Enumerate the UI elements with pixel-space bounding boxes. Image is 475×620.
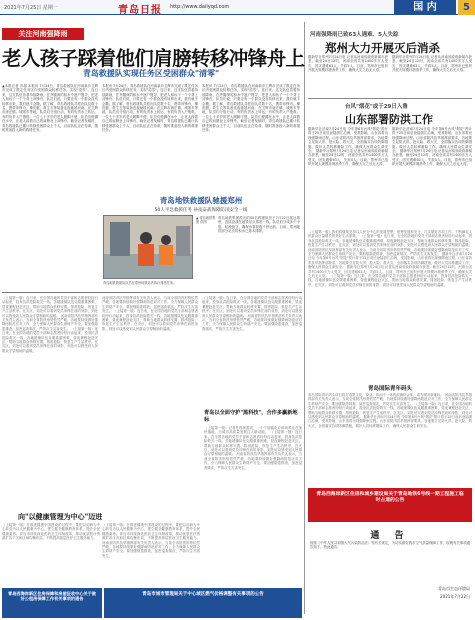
photo-story-headline[interactable]: 青岛地铁救援队驰援郑州 <box>159 196 243 205</box>
notice-signer: 青岛市生态环境局 <box>438 586 470 591</box>
right-side-headline[interactable]: 青岛国际青年码头 <box>367 386 412 392</box>
article-body-col1 <box>2 84 98 280</box>
right-mid-kicker: 台风"烟花"或于29日入鲁 <box>345 104 408 110</box>
column-article-text: （上接第一版）在推进健康中国建设的过程中，要把以治病为中心转变为以人民健康为中心，建立健全健康教育体系，提升全民健康素养。青岛市持续深化医药卫生体制改革，推动优质医疗资源扩容下沉和区域均衡布局，不断提高基层医疗卫生服务能力。 <box>2 523 100 541</box>
photo-story-subhead: 50人平急救援任务 昼夜奋战保障防汛安全一线 <box>154 208 248 213</box>
article-body-col3 <box>202 84 300 190</box>
rescue-photo <box>103 215 193 279</box>
issue-date: 2021年7月25日 星期一 <box>4 5 58 11</box>
topic-tag: 关注河南强降雨 <box>2 28 84 40</box>
article-text: 本报讯 7月24日，青岛救援队在河南新乡卫辉市完成了既定任务区内受困群众转移任务，实现"清零"。连日来，这支队伍冒着持续降雨，在齐腰深的积水中逐户搜寻，把老人和孩子一个个背上冲锋舟。队员们说，只要还有一个群众没有转移出来，我们就不会撤。据了解，青岛救援队共派出队员数十名，携带冲锋舟、橡皮艇、救生衣等装备连夜驰援河南。在卫辉市唐庄镇、城郊乡等地，队员们分组行动，有的负责水上转运，有的负责入户搜救。一位七十多岁的老人腿脚不便，队员们便蹲在水中，让老人踩着自己的肩膀登上冲锋舟。截至记者发稿时，青岛救援队已累计转移受困群众上千人，目前队伍正在待命，随时准备投入新的救援任务。 <box>202 84 300 133</box>
section-divider <box>2 292 302 293</box>
right-mid-text-col1: 据新华社济南7月24日电 今年第6号台风"烟花"预计将于25日前后登陆浙江沿海，受其影响，山东省将出现强降雨过程。山东省防汛抗旱指挥部要求，各地要立足防大汛、抢大险、救大灾，全面落实各项防御措施，做好人员转移避险工作，确保人民群众生命安全。 据新华社郑州7月24日电 记者从河南省政府新闻办获悉，截至24日12时，河南全省共有1400多万人受灾，因灾遇难63人，失踪5人。目前，郑州市已组织开展大规模环境消杀工作，确保大灾之后无大疫。 <box>308 127 388 167</box>
main-subheadline: 青岛救援队实现任务区受困群众"清零" <box>82 69 220 78</box>
right-continued-text: （上接第一版）我们将继续坚持以人民为中心的发展思想，统筹发展和安全，扎实做好各项工作，不断满足人民群众日益增长的美好生活需要。 （上接第一版）连日来，在全国各地的党员干部和志愿者纷纷行动起来，投身抗洪抢险救灾一线。各地援豫队伍克服重重困难，昼夜兼程赶赴灾区，帮助当地群众转移安置、排涝抢险、恢复生产生活秩序。在灾区，到处可以看到党员冲锋在前的身影，到处可以感受到人民群众守望相助的温暖。 河南省防汛抗旱指挥部有关负责人表示，当前全省防汛形势依然严峻，各地要持续做好强降雨防范应对工作，全力保障人民群众生命财产安全。要加强隐患排查，加密巡查频次，严防次生灾害发生。 据新华社济南7月24日电 今年第6号台风"烟花"预计将于25日前后登陆浙江沿海，受其影响，山东省将出现强降雨过程。山东省防汛抗旱指挥部要求，各地要立足防大汛、抢大险、救大灾，全面落实各项防御措施，做好人员转移避险工作，确保人民群众生命安全。 据新华社郑州7月24日电 记者从河南省政府新闻办获悉，截至24日12时，河南全省共有1400多万人受灾，因灾遇难63人，失踪5人。目前，郑州市已组织开展大规模环境消杀工作，确保大灾之后无大疫。 （上接第一版）连日来，在全国各地的党员干部和志愿者纷纷行动起来，投身抗洪抢险救灾一线。各地援豫队伍克服重重困难，昼夜兼程赶赴灾区，帮助当地群众转移安置、排涝抢险、恢复生产生活秩序。在灾区，到处可以看到党员冲锋在前的身影，到处可以感受到人民群众守望相助的温暖。 <box>308 230 472 287</box>
ad-banner-middle[interactable]: 青岛市城市管理局关于中心城区燃气价格调整有关事项的公告 <box>104 588 302 618</box>
main-headline[interactable]: 老人孩子踩着他们肩膀转移冲锋舟上 <box>2 47 305 70</box>
right-top-headline[interactable]: 郑州大力开展灭后消杀 <box>325 41 440 55</box>
photo-caption-bottom: 青岛地铁救援队队员在郑州地铁站内执行排涝任务。 <box>103 281 177 285</box>
ad-banner-right[interactable]: 青岛西海岸新区住房和城乡建设局关于青岛地铁6号线一期工程施工临时占道的公告 <box>308 488 472 522</box>
notice-date: 2021年7月22日 <box>440 594 470 599</box>
right-top-text-col2: 据新华社郑州7月24日电 记者从河南省政府新闻办获悉，截至24日12时，河南全省共有1400多万人受灾，因灾遇难63人，失踪5人。目前，郑州市已组织开展大规模环境消杀工作，确保大灾之后无大疫。 <box>392 55 472 73</box>
right-top-text-col1: 据新华社郑州7月24日电 记者从河南省政府新闻办获悉，截至24日12时，河南全省共有1400多万人受灾，因灾遇难63人，失踪5人。目前，郑州市已组织开展大规模环境消杀工作，确保大灾之后无大疫。 <box>308 55 388 73</box>
secondary-article-text: （上接第一版）记者在现场看到，一个个智能化应用场景正在加快落地，为城市高质量发展注入新动能。 （上接第一版）连日来，在全国各地的党员干部和志愿者纷纷行动起来，投身抗洪抢险救灾一线。各地援豫队伍克服重重困难，昼夜兼程赶赴灾区，帮助当地群众转移安置、排涝抢险、恢复生产生活秩序。在灾区，到处可以看到党员冲锋在前的身影，到处可以感受到人民群众守望相助的温暖。 河南省防汛抗旱指挥部有关负责人表示，当前全省防汛形势依然严峻，各地要持续做好强降雨防范应对工作，全力保障人民群众生命财产安全。要加强隐患排查，加密巡查频次，严防次生灾害发生。 <box>204 426 302 470</box>
lower-article-col3: （上接第一版）连日来，在全国各地的党员干部和志愿者纷纷行动起来，投身抗洪抢险救灾一线。各地援豫队伍克服重重困难，昼夜兼程赶赴灾区，帮助当地群众转移安置、排涝抢险、恢复生产生活秩序。在灾区，到处可以看到党员冲锋在前的身影，到处可以感受到人民群众守望相助的温暖。 河南省防汛抗旱指挥部有关负责人表示，当前全省防汛形势依然严峻，各地要持续做好强降雨防范应对工作，全力保障人民群众生命财产安全。要加强隐患排查，加密巡查频次，严防次生灾害发生。 <box>202 296 302 331</box>
article-body-col2 <box>102 84 198 190</box>
right-mid-text-col2: 据新华社济南7月24日电 今年第6号台风"烟花"预计将于25日前后登陆浙江沿海，受其影响，山东省将出现强降雨过程。山东省防汛抗旱指挥部要求，各地要立足防大汛、抢大险、救大灾，全面落实各项防御措施，做好人员转移避险工作，确保人民群众生命安全。 据新华社郑州7月24日电 记者从河南省政府新闻办获悉，截至24日12时，河南全省共有1400多万人受灾，因灾遇难63人，失踪5人。目前，郑州市已组织开展大规模环境消杀工作，确保大灾之后无大疫。 <box>392 127 472 167</box>
ad-banner-left[interactable]: 青岛西海岸新区住房保障和房屋征收中心关于做好公租房保障工作有关事项的通告 <box>2 588 102 618</box>
section-label: 国 内 <box>394 0 456 15</box>
website-url[interactable]: http://www.dailyqd.com <box>170 4 230 10</box>
article-text: 本报讯 7月24日，青岛救援队在河南新乡卫辉市完成了既定任务区内受困群众转移任务，实现"清零"。连日来，这支队伍冒着持续降雨，在齐腰深的积水中逐户搜寻，把老人和孩子一个个背上冲锋舟。队员们说，只要还有一个群众没有转移出来，我们就不会撤。据了解，青岛救援队共派出队员数十名，携带冲锋舟、橡皮艇、救生衣等装备连夜驰援河南。在卫辉市唐庄镇、城郊乡等地，队员们分组行动，有的负责水上转运，有的负责入户搜救。一位七十多岁的老人腿脚不便，队员们便蹲在水中，让老人踩着自己的肩膀登上冲锋舟。截至记者发稿时，青岛救援队已累计转移受困群众上千人，目前队伍正在待命，随时准备投入新的救援任务。 <box>2 84 98 133</box>
column-divider <box>304 22 305 614</box>
headline-secondary[interactable]: 青岛以全面守护"黑科技"，合作多赢新地标 <box>204 410 298 423</box>
column-article-text-2: （上接第一版）在推进健康中国建设的过程中，要把以治病为中心转变为以人民健康为中心，建立健全健康教育体系，提升全民健康素养。青岛市持续深化医药卫生体制改革，推动优质医疗资源扩容下沉和区域均衡布局，不断提高基层医疗卫生服务能力。 河南省防汛抗旱指挥部有关负责人表示，当前全省防汛形势依然严峻，各地要持续做好强降雨防范应对工作，全力保障人民群众生命财产安全。要加强隐患排查，加密巡查频次，严防次生灾害发生。 <box>102 523 200 558</box>
newspaper-logo: 青岛日报 <box>118 5 162 16</box>
lower-article-col2: 河南省防汛抗旱指挥部有关负责人表示，当前全省防汛形势依然严峻，各地要持续做好强降雨防范应对工作，全力保障人民群众生命财产安全。要加强隐患排查，加密巡查频次，严防次生灾害发生。 （上接第一版）连日来，在全国各地的党员干部和志愿者纷纷行动起来，投身抗洪抢险救灾一线。各地援豫队伍克服重重困难，昼夜兼程赶赴灾区，帮助当地群众转移安置、排涝抢险、恢复生产生活秩序。在灾区，到处可以看到党员冲锋在前的身影，到处可以感受到人民群众守望相助的温暖。 <box>102 296 198 331</box>
notice-title: 通 告 <box>370 531 410 541</box>
masthead <box>0 0 475 15</box>
notice-body: 按照《中华人民共和国大气污染防治法》等有关规定，为切实做好我市空气质量保障工作，现就有关事项通告如下。特此通告。 <box>310 541 470 550</box>
right-divider <box>308 98 472 99</box>
photo-caption: ▲ 青岛地铁集团 供图 <box>196 216 216 224</box>
right-side-text: 青岛国际青年码头项目将打造集文化、商业、休闲于一体的滨海综合体，成为城市新地标。 河南省防汛抗旱指挥部有关负责人表示，当前全省防汛形势依然严峻，各地要持续做好强降雨防范应对工作，全力保障人民群众生命财产安全。要加强隐患排查，加密巡查频次，严防次生灾害发生。 （上接第一版）连日来，在全国各地的党员干部和志愿者纷纷行动起来，投身抗洪抢险救灾一线。各地援豫队伍克服重重困难，昼夜兼程赶赴灾区，帮助当地群众转移安置、排涝抢险、恢复生产生活秩序。在灾区，到处可以看到党员冲锋在前的身影，到处可以感受到人民群众守望相助的温暖。 据新华社济南7月24日电 今年第6号台风"烟花"预计将于25日前后登陆浙江沿海，受其影响，山东省将出现强降雨过程。山东省防汛抗旱指挥部要求，各地要立足防大汛、抢大险、救大灾，全面落实各项防御措施，做好人员转移避险工作，确保人民群众生命安全。 <box>308 393 472 428</box>
photo-story-text: 青岛地铁集团派出的50名救援队员于7月22日抵达郑州，连续奋战在地铁站点排涝一线。队员们分成多个小组，轮流值守，确保水泵昼夜不停运转。目前，郑州地铁部分站点的积水已基本排除。 <box>218 216 300 234</box>
byline: ▲本报记者 冯超 <box>2 84 27 88</box>
article-text: 本报讯 7月24日，青岛救援队在河南新乡卫辉市完成了既定任务区内受困群众转移任务，实现"清零"。连日来，这支队伍冒着持续降雨，在齐腰深的积水中逐户搜寻，把老人和孩子一个个背上冲锋舟。队员们说，只要还有一个群众没有转移出来，我们就不会撤。据了解，青岛救援队共派出队员数十名，携带冲锋舟、橡皮艇、救生衣等装备连夜驰援河南。在卫辉市唐庄镇、城郊乡等地，队员们分组行动，有的负责水上转运，有的负责入户搜救。一位七十多岁的老人腿脚不便，队员们便蹲在水中，让老人踩着自己的肩膀登上冲锋舟。截至记者发稿时，青岛救援队已累计转移受困群众上千人，目前队伍正在待命，随时准备投入新的救援任务。 <box>102 84 198 133</box>
right-top-kicker: 河南强降雨已致63人遇难、5人失踪 <box>310 32 399 38</box>
page-number: 5 <box>458 0 475 15</box>
column-headline[interactable]: 向"以健康管理为中心"迈进 <box>18 512 103 521</box>
lower-article-col1: （上接第一版）连日来，在全国各地的党员干部和志愿者纷纷行动起来，投身抗洪抢险救灾一线。各地援豫队伍克服重重困难，昼夜兼程赶赴灾区，帮助当地群众转移安置、排涝抢险、恢复生产生活秩序。在灾区，到处可以看到党员冲锋在前的身影，到处可以感受到人民群众守望相助的温暖。 河南省防汛抗旱指挥部有关负责人表示，当前全省防汛形势依然严峻，各地要持续做好强降雨防范应对工作，全力保障人民群众生命财产安全。要加强隐患排查，加密巡查频次，严防次生灾害发生。 （上接第一版）连日来，在全国各地的党员干部和志愿者纷纷行动起来，投身抗洪抢险救灾一线。各地援豫队伍克服重重困难，昼夜兼程赶赴灾区，帮助当地群众转移安置、排涝抢险、恢复生产生活秩序。在灾区，到处可以看到党员冲锋在前的身影，到处可以感受到人民群众守望相助的温暖。 <box>2 296 98 353</box>
right-mid-headline[interactable]: 山东部署防洪工作 <box>345 113 433 126</box>
